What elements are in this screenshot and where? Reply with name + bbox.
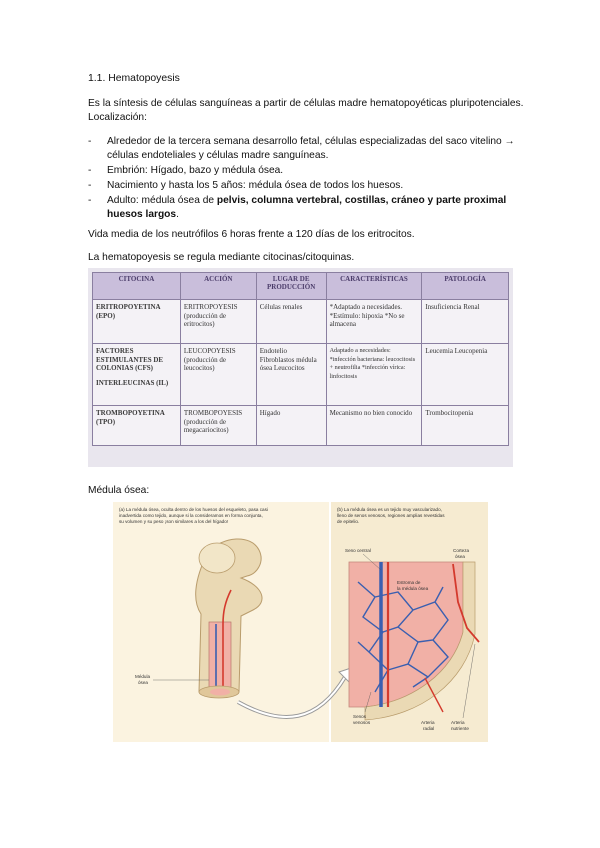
caption-b-line: lleno de senos venosos, regiones amplias revestidas (337, 513, 445, 518)
place-cell: Células renales (256, 300, 326, 344)
caption-b-line: de epitelio. (337, 519, 360, 524)
place-cell: Hígado (256, 406, 326, 446)
table-row (93, 406, 509, 446)
list-item (88, 135, 528, 163)
features-cell: Adaptado a necesidades: *infección bacteriana: leucocitosis + neutrofilia *infección vírica: linfocitosis (326, 344, 422, 406)
list-item (88, 179, 528, 193)
cytokine-table-image (88, 268, 513, 467)
place-cell: Endotelio Fibroblastos médula ósea Leucocitos (256, 344, 326, 406)
intro-block (88, 97, 528, 125)
action-cell: TROMBOPOYESIS (producción de megacariocitos) (180, 406, 256, 446)
pathology-cell: Insuficiencia Renal (422, 300, 509, 344)
list-item-text: Nacimiento y hasta los 5 años: médula ósea de todos los huesos. (107, 180, 404, 191)
section-title: Hematopoyesis (108, 73, 180, 84)
list-item-text: Alrededor de la tercera semana desarrollo fetal, células especializadas del saco vitelino → células endoteliales y células madre sanguíneas. (107, 136, 515, 161)
caption-a-line: inadvertida como tejido, aunque si la consideramos en forma conjunta, (119, 513, 263, 518)
label-corteza: ósea (455, 554, 465, 559)
column-header: LUGAR DE PRODUCCIÓN (256, 273, 326, 300)
cytokine-name: INTERLEUCINAS (IL) (96, 378, 169, 387)
marrow-cavity (209, 622, 231, 692)
marrow-cross-section (210, 689, 230, 696)
pathology-cell: Leucemia Leucopenia (422, 344, 509, 406)
localization-list (88, 135, 528, 223)
table-header-row (93, 273, 509, 300)
list-dash: - (88, 195, 92, 206)
list-item-suffix: . (176, 209, 179, 220)
femur-head (199, 543, 235, 573)
list-item-prefix: Adulto: médula ósea de (107, 195, 217, 206)
localization-label: Localización: (88, 112, 147, 123)
label-estroma: Estroma de (397, 580, 421, 585)
cytokine-cell: TROMBOPOYETINA (TPO) (93, 406, 181, 446)
pathology-cell: Trombocitopenia (422, 406, 509, 446)
features-cell: Mecanismo no bien conocido (326, 406, 422, 446)
neutrophil-paragraph: Vida media de los neutrófilos 6 horas frente a 120 días de los eritrocitos. (88, 229, 415, 240)
definition-text: Es la síntesis de células sanguíneas a partir de células madre hematopoyéticas pluripotenciales. (88, 98, 524, 109)
caption-a-line: (a) La médula ósea, oculta dentro de los huesos del esqueleto, pasa casi (119, 507, 268, 512)
list-item-text: Embrión: Hígado, bazo y médula ósea. (107, 165, 284, 176)
table-row (93, 344, 509, 406)
label-arteria-nutriente: nutriente (451, 726, 469, 731)
table-row (93, 300, 509, 344)
cytokine-cell: ERITROPOYETINA (EPO) (93, 300, 181, 344)
regulation-paragraph: La hematopoyesis se regula mediante citocinas/citoquinas. (88, 252, 355, 263)
cytokine-cell (93, 344, 181, 406)
label-arteria-nutriente: Arteria (451, 720, 465, 725)
column-header: PATOLOGÍA (422, 273, 509, 300)
list-item-bold: pelvis, columna vertebral, costillas, cráneo y parte proximal huesos largos (107, 195, 507, 220)
column-header: CITOCINA (93, 273, 181, 300)
column-header: CARACTERÍSTICAS (326, 273, 422, 300)
caption-a-line: su volumen y su peso ¡son similares a los del hígado! (119, 519, 229, 524)
label-estroma: la médula ósea (397, 586, 429, 591)
cytokine-table (92, 272, 509, 446)
label-medula: ósea (138, 680, 148, 685)
action-cell: LEUCOPOYESIS (producción de leucocitos) (180, 344, 256, 406)
bone-marrow-label: Médula ósea: (88, 485, 150, 496)
label-arteria-radial: radial (423, 726, 435, 731)
list-dash: - (88, 165, 92, 176)
label-corteza: Corteza (453, 548, 470, 553)
label-medula: Médula (135, 674, 151, 679)
section-heading (88, 72, 180, 86)
features-cell: *Adaptado a necesidades. *Estímulo: hipoxia *No se almacena (326, 300, 422, 344)
label-senos-venosos: Senos (353, 714, 367, 719)
bone-marrow-figure (113, 502, 488, 742)
section-number: 1.1. (88, 73, 106, 84)
label-seno-central: Seno central (345, 548, 371, 553)
list-dash: - (88, 180, 92, 191)
cytokine-name: FACTORES ESTIMULANTES DE COLONIAS (CFS) (96, 347, 164, 372)
list-item (88, 194, 528, 222)
caption-b-line: (b) La médula ósea es un tejido muy vascularizado, (337, 507, 442, 512)
list-item (88, 164, 528, 178)
label-arteria-radial: Arteria (421, 720, 435, 725)
label-senos-venosos: venosos (353, 720, 371, 725)
list-dash: - (88, 136, 92, 147)
action-cell: ERITROPOYESIS (producción de eritrocitos) (180, 300, 256, 344)
column-header: ACCIÓN (180, 273, 256, 300)
